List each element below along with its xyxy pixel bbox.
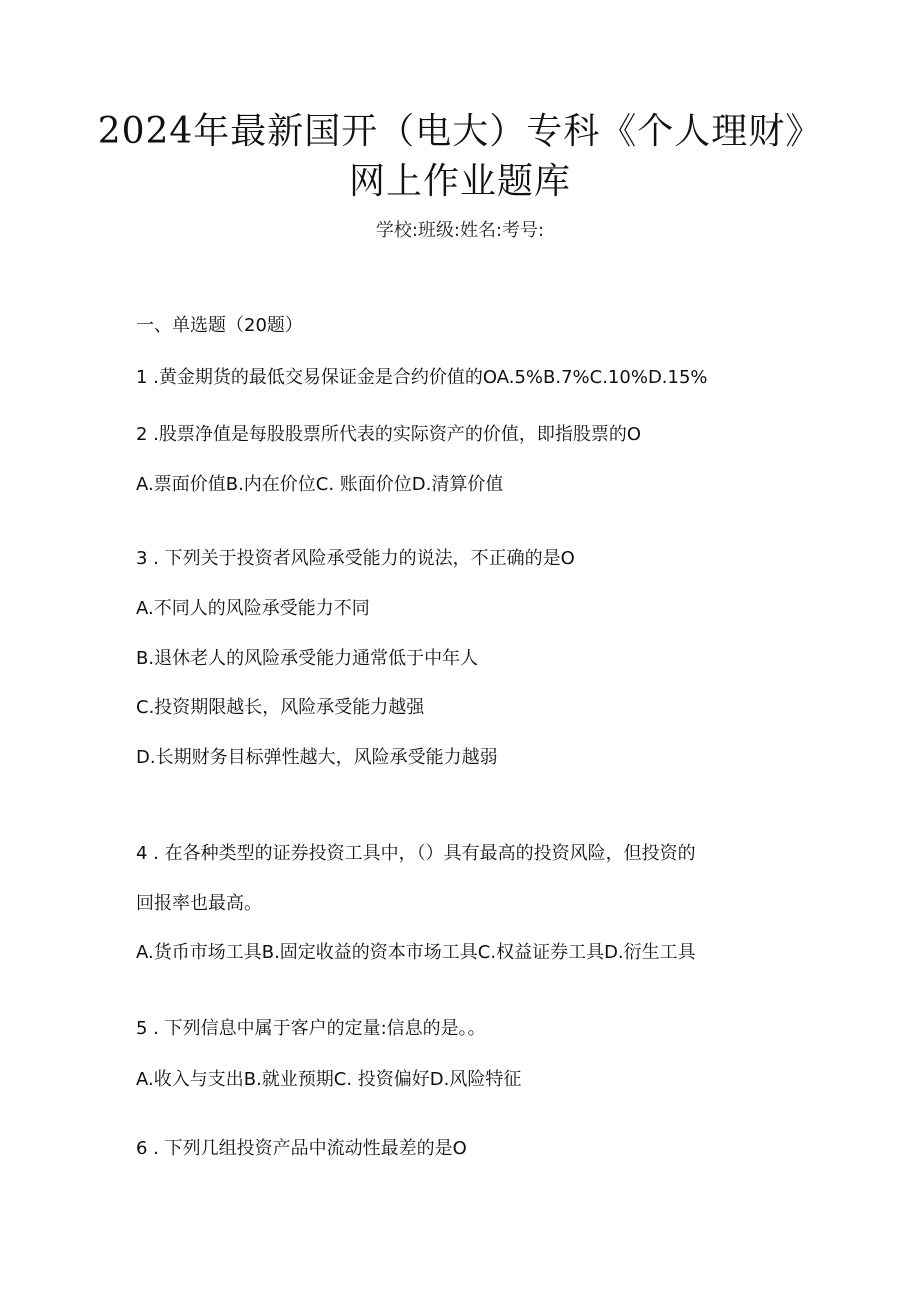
question-5-stem: 5 . 下列信息中属于客户的定量:信息的是。。 — [136, 1018, 486, 1039]
question-3-stem: 3 . 下列关于投资者风险承受能力的说法，不正确的是O — [136, 548, 575, 569]
question-4-stem-line-2: 回报率也最高。 — [136, 893, 262, 914]
student-info-line: 学校:班级:姓名:考号: — [375, 220, 545, 241]
question-1-stem: 1 .黄金期货的最低交易保证金是合约价值的OA.5%B.7%C.10%D.15% — [136, 367, 708, 388]
question-2-options: A.票面价值B.内在价位C. 账面价位D.清算价值 — [136, 474, 504, 495]
question-6-stem: 6 . 下列几组投资产品中流动性最差的是O — [136, 1138, 467, 1159]
question-3-option-a: A.不同人的风险承受能力不同 — [136, 598, 370, 619]
question-3-option-c: C.投资期限越长，风险承受能力越强 — [136, 697, 425, 718]
question-2-stem: 2 .股票净值是每股股票所代表的实际资产的价值，即指股票的O — [136, 424, 642, 445]
question-4-stem-line-1: 4 . 在各种类型的证券投资工具中，（）具有最高的投资风险，但投资的 — [136, 843, 696, 864]
question-4-options: A.货币市场工具B.固定收益的资本市场工具C.权益证券工具D.衍生工具 — [136, 942, 696, 963]
question-5-options: A.收入与支出B.就业预期C. 投资偏好D.风险特征 — [136, 1069, 522, 1090]
section-heading: 一、单选题（20题） — [136, 315, 303, 336]
question-3-option-d: D.长期财务目标弹性越大，风险承受能力越弱 — [136, 747, 498, 768]
document-title-line-2: 网上作业题库 — [348, 161, 571, 202]
document-title-line-1: 2024年最新国开（电大）专科《个人理财》 — [97, 111, 823, 152]
question-3-option-b: B.退休老人的风险承受能力通常低于中年人 — [136, 648, 479, 669]
